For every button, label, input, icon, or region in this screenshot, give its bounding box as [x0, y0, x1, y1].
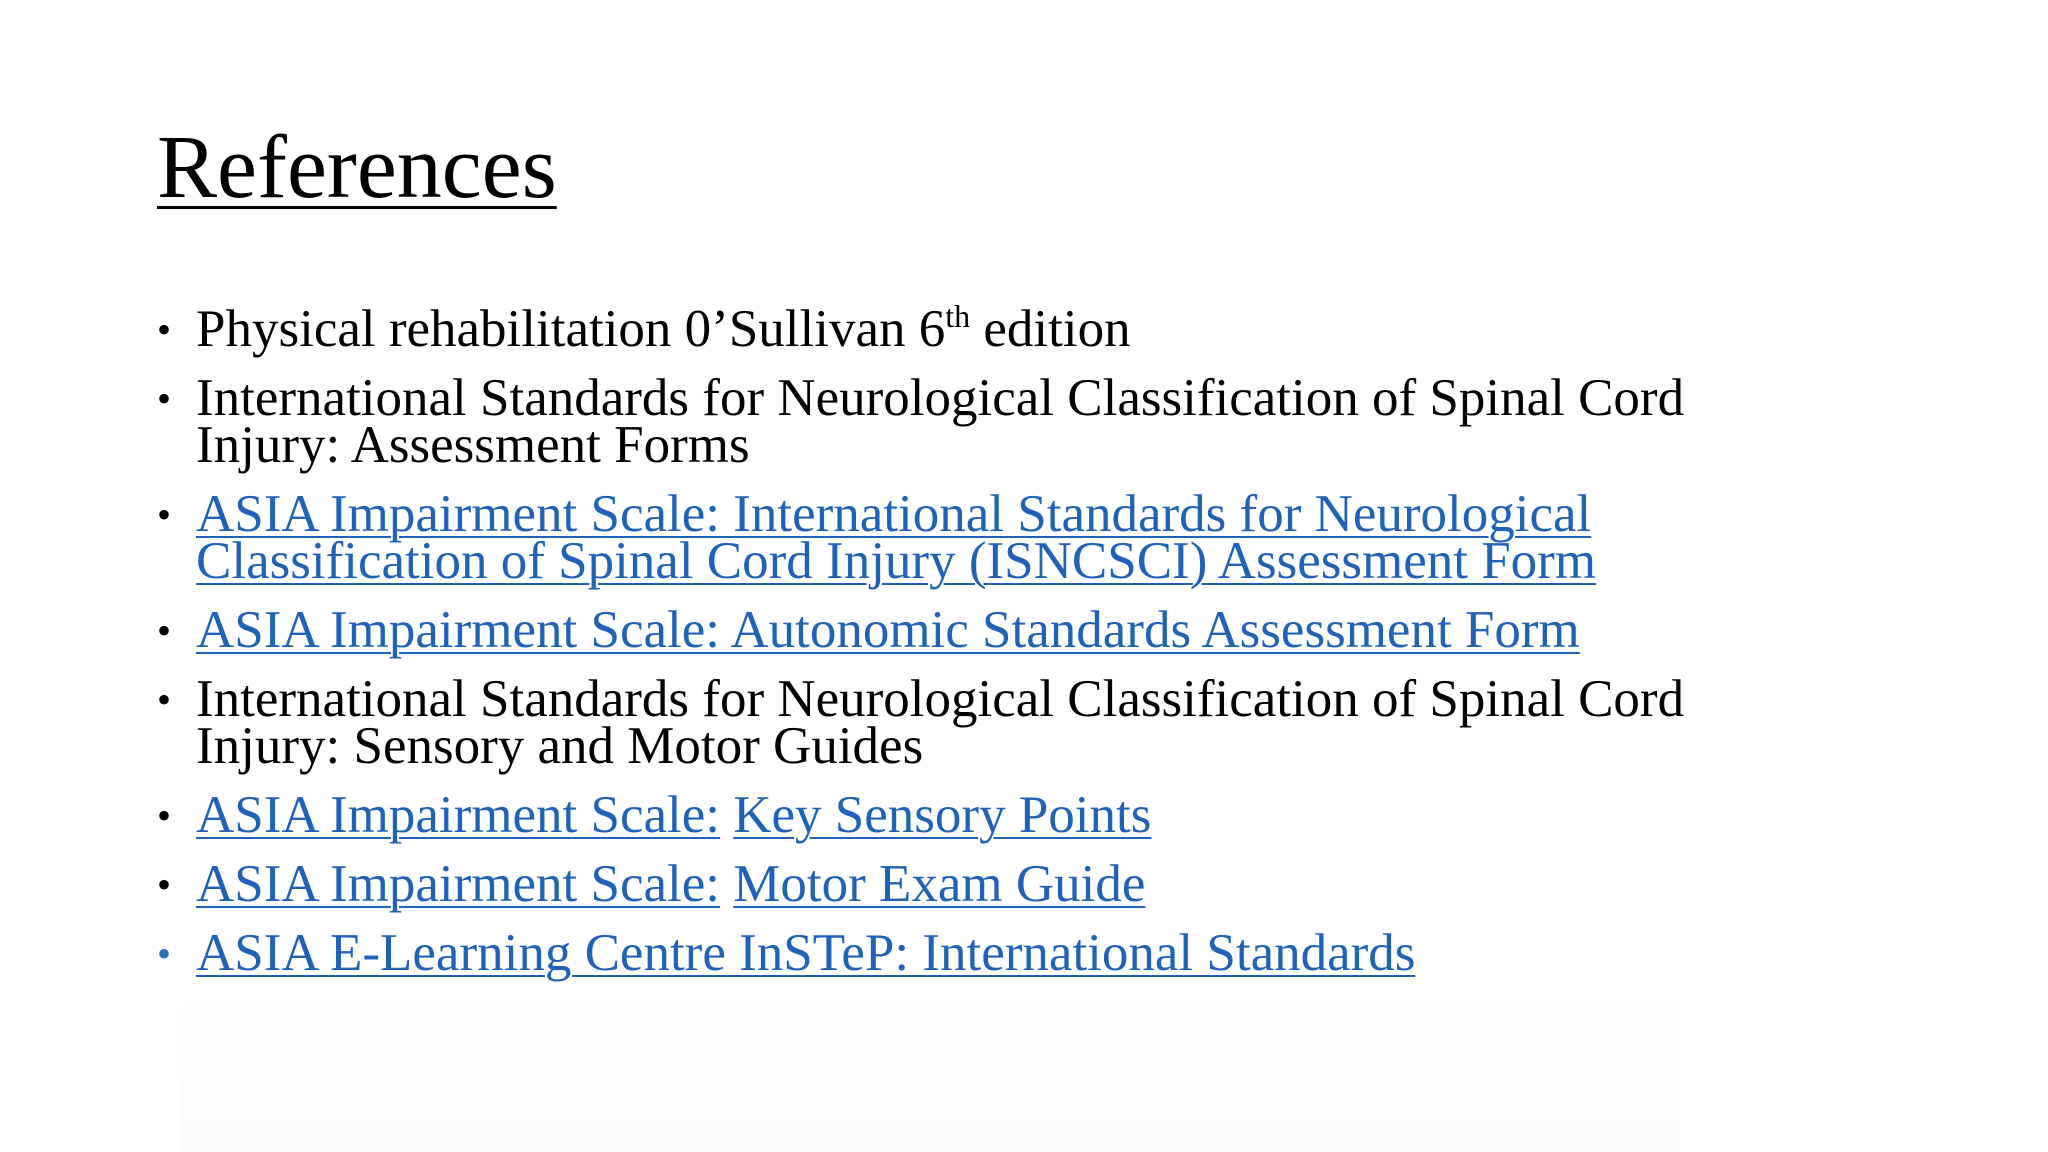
reference-item-textbook	[157, 298, 2017, 358]
autonomic-standards-form-link[interactable]: ASIA Impairment Scale: Autonomic Standards Assessment Form	[196, 601, 1580, 659]
reference-item-motor-exam-guide	[157, 855, 2017, 913]
reference-item-autonomic-form	[157, 601, 2017, 659]
reference-item-isncsci-assessment-form	[157, 485, 2017, 590]
background-fade	[180, 985, 1680, 1152]
bullet-icon: •	[157, 608, 172, 653]
bullet-icon: •	[157, 793, 172, 838]
asia-impairment-scale-link[interactable]: ASIA Impairment Scale:	[196, 786, 720, 844]
reference-text-main: Physical rehabilitation 0’Sullivan 6	[196, 300, 946, 358]
reference-text-suffix: edition	[970, 300, 1131, 358]
bullet-icon: •	[157, 862, 172, 907]
bullet-icon: •	[157, 376, 172, 421]
reference-text-line-1: International Standards for Neurological Classification of Spinal Cord	[196, 670, 1685, 728]
references-list	[157, 298, 2017, 999]
reference-text	[196, 369, 1684, 474]
reference-item-sensory-motor-guides	[157, 670, 2017, 775]
motor-exam-guide-link[interactable]: Motor Exam Guide	[733, 855, 1146, 913]
elearning-centre-link[interactable]: ASIA E-Learning Centre InSTeP: International Standards	[196, 924, 1416, 982]
asia-impairment-scale-link[interactable]: ASIA Impairment Scale:	[196, 855, 720, 913]
isncsci-assessment-form-link[interactable]	[196, 485, 1596, 590]
bullet-icon: •	[157, 677, 172, 722]
link-text-line-2: Classification of Spinal Cord Injury (ISNCSCI) Assessment Form	[196, 532, 1597, 590]
bullet-icon: •	[157, 307, 172, 352]
reference-item-elearning	[157, 924, 2017, 982]
reference-item-isncsci-forms	[157, 369, 2017, 474]
reference-text-line-2: Injury: Assessment Forms	[196, 416, 750, 474]
superscript: th	[945, 298, 971, 334]
bullet-icon: •	[157, 492, 172, 537]
key-sensory-points-link[interactable]: Key Sensory Points	[733, 786, 1152, 844]
reference-text-line-1: International Standards for Neurological Classification of Spinal Cord	[196, 369, 1685, 427]
reference-text-line-2: Injury: Sensory and Motor Guides	[196, 717, 924, 775]
link-text-line-1: ASIA Impairment Scale: International Standards for Neurological	[196, 485, 1592, 543]
bullet-icon: •	[157, 931, 172, 976]
reference-text	[196, 300, 1131, 358]
reference-item-key-sensory-points	[157, 786, 2017, 844]
slide-title: References	[157, 118, 557, 217]
reference-text	[196, 670, 1684, 775]
